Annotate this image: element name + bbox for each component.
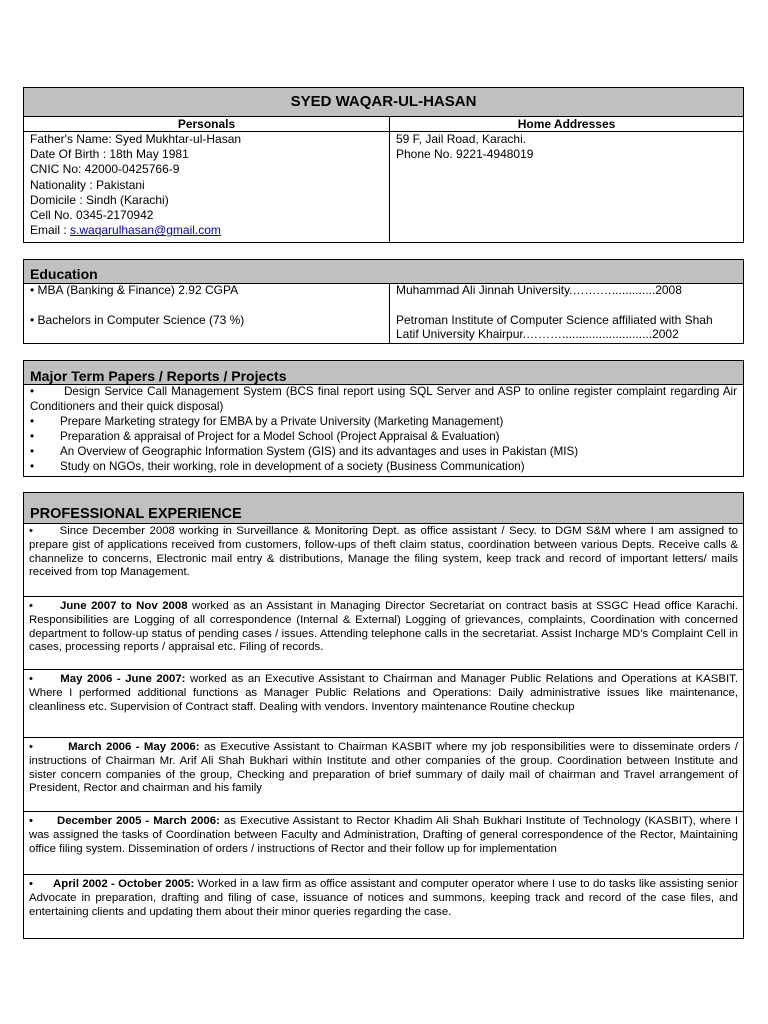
project-text: Preparation & appraisal of Project for a Model School (Project Appraisal & Evaluation) (60, 430, 500, 443)
project-item (24, 459, 743, 474)
personal-line: Father's Name: Syed Mukhtar-ul-Hasan (30, 132, 242, 146)
degrees-column (24, 284, 390, 343)
personals-heading: Personals (24, 117, 389, 132)
experience-entry (24, 524, 743, 597)
degree-bcs: • Bachelors in Computer Science (73 %) (30, 313, 245, 328)
experience-section (23, 492, 744, 939)
education-section (23, 259, 744, 344)
degree-mba: • MBA (Banking & Finance) 2.92 CGPA (30, 283, 239, 297)
bullet: • (30, 385, 35, 398)
project-text: Study on NGOs, their working, role in development of a society (Business Communication) (60, 460, 525, 473)
project-text: Design Service Call Management System (BCS final report using SQL Server and ASP to online register complaint regarding Air Conditioners and their quick disposal) (30, 385, 737, 413)
projects-section (23, 360, 744, 477)
project-item (24, 444, 743, 459)
experience-text: worked as an Assistant in Managing Director Secretariat on contract basis at SSGC Head office Karachi. Responsibilities are Logging of all correspondence (Internal & External) Logging of grievances, complaints, Coordination with concerned department to follow-up status of pending cases / issues. Attending telephone calls in the secretariat. Assist Incharge MD’s Complaint Cell in cases, processing reports / appraisal etc. Filing of records. (29, 600, 738, 654)
project-item (24, 429, 743, 444)
project-item (24, 414, 743, 429)
bullet: • (30, 430, 35, 443)
experience-entry (24, 875, 743, 938)
personals-column (24, 117, 390, 242)
experience-period: May 2006 - June 2007: (60, 673, 186, 685)
experience-text: worked as an Executive Assistant to Chairman and Manager Public Relations and Operations at KASBIT. Where I performed additional functions as Manager Public Relations and Operations: Daily administrative issues like maintenance, cleanliness etc. Supervision of Contract staff. Dealing with vendors. Inventory maintenance Routine checkup (29, 673, 738, 713)
bullet: • (29, 878, 33, 890)
email-link[interactable]: s.waqarulhasan@gmail.com (70, 223, 221, 238)
bullet: • (29, 741, 33, 753)
personal-line: Nationality : Pakistani (30, 177, 145, 192)
bullet: • (30, 415, 35, 428)
experience-entry (24, 670, 743, 738)
bullet: • (30, 460, 35, 473)
institutions-column (390, 284, 743, 343)
phone-line: Phone No. 9221-4948019 (396, 147, 534, 162)
bullet: • (29, 815, 33, 827)
bullet: • (29, 673, 33, 685)
experience-text: Since December 2008 working in Surveillance & Monitoring Dept. as office assistant / Secy. to DGM S&M where I am assigned to prepare gist of applications received from customers, follow-ups of theft claim status, coordination between various Depts. Receive calls & channelize to concerns, Electronic mail entry & distributions, Manage the filing system, keep track and record of important letters/ mails received from top Management. (29, 525, 738, 579)
institution-petroman: Petroman Institute of Computer Science affiliated with Shah Latif University Khairpur.………...........................2002 (396, 313, 713, 342)
bullet: • (29, 525, 33, 537)
project-text: An Overview of Geographic Information System (GIS) and its advantages and uses in Pakistan (MIS) (60, 445, 579, 458)
project-text: Prepare Marketing strategy for EMBA by a Private University (Marketing Management) (60, 415, 504, 428)
experience-text: as Executive Assistant to Chairman KASBIT where my job responsibilities were to disseminate orders / instructions of Chairman Mr. Arif Ali Shah Bukhari within Institute and other companies of the group. Coordination between Institute and sister concern companies of the group, Checking and preparation of brief summary of daily mail of chairman and Travel arrangement of President, Rector and chairman and his family (29, 741, 738, 795)
address-line: 59 F, Jail Road, Karachi. (396, 132, 527, 146)
experience-period: April 2002 - October 2005: (53, 878, 195, 890)
education-heading: Education (24, 260, 743, 284)
experience-entry (24, 597, 743, 670)
personal-line: Cell No. 0345-2170942 (30, 208, 154, 223)
personal-line: Date Of Birth : 18th May 1981 (30, 147, 189, 162)
email-label: Email : (30, 223, 71, 238)
personal-line: CNIC No: 42000-0425766-9 (30, 162, 180, 177)
personal-info-section (23, 87, 744, 243)
institution-maju: Muhammad Ali Jinnah University.…….….............2008 (396, 283, 682, 297)
projects-heading: Major Term Papers / Reports / Projects (24, 361, 743, 385)
project-item (24, 385, 743, 414)
bullet: • (29, 600, 33, 612)
bullet: • (30, 445, 35, 458)
experience-period: March 2006 - May 2006: (68, 741, 200, 753)
home-address-column (390, 117, 743, 242)
experience-period: June 2007 to Nov 2008 (60, 600, 188, 612)
email-row (30, 223, 383, 238)
experience-text: Worked in a law firm as office assistant and computer operator where I use to do tasks like assisting senior Advocate in preparation, drafting and filing of case, issuance of notices and summons, keeping track and record of the case files, and entertaining clients and updating them about their minor queries regarding the case. (29, 878, 738, 918)
experience-heading: PROFESSIONAL EXPERIENCE (24, 493, 743, 524)
experience-period: December 2005 - March 2006: (56, 815, 220, 827)
experience-text: as Executive Assistant to Rector Khadim Ali Shah Bukhari Institute of Technology (KASBIT), where I was assigned the tasks of Coordination between Faculty and Administration, Drafting of general correspondence of the Rector, Maintaining office filing system. Dissemination of orders / instructions of Rector and their follow up for implementation (29, 815, 738, 855)
home-address-heading: Home Addresses (390, 117, 743, 132)
personal-line: Domicile : Sindh (Karachi) (30, 192, 169, 207)
candidate-name: SYED WAQAR-UL-HASAN (24, 88, 743, 117)
experience-entry (24, 812, 743, 875)
experience-entry (24, 738, 743, 812)
